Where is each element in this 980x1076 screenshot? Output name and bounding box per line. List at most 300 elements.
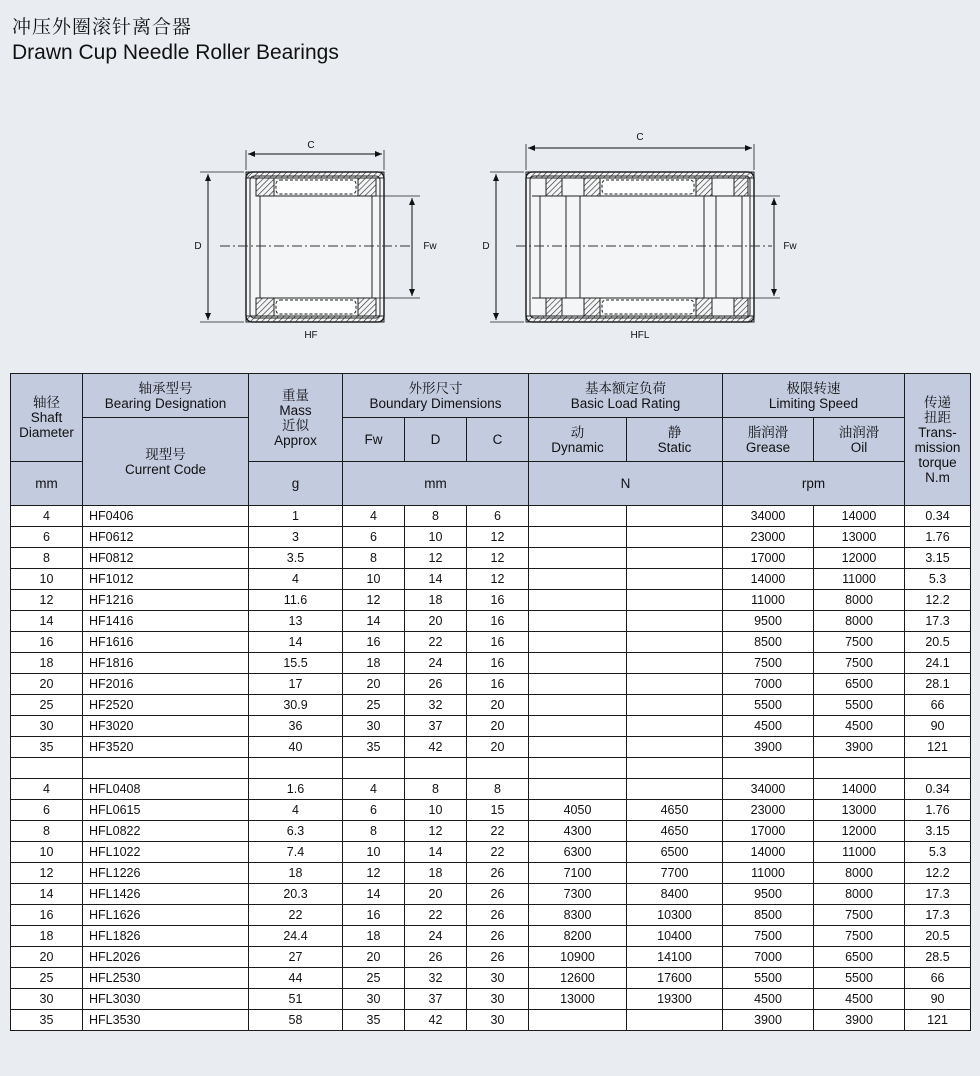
cell-torque: 90 bbox=[905, 716, 971, 737]
cell-oil-speed: 7500 bbox=[814, 926, 905, 947]
cell-dynamic-load bbox=[529, 653, 627, 674]
cell-d: 14 bbox=[405, 842, 467, 863]
cell-code: HFL0822 bbox=[83, 821, 249, 842]
hf-fw-label: Fw bbox=[423, 241, 437, 252]
cell-c: 16 bbox=[467, 611, 529, 632]
cell-d: 26 bbox=[405, 947, 467, 968]
cell-d: 22 bbox=[405, 632, 467, 653]
table-row bbox=[11, 779, 971, 800]
cell-fw: 6 bbox=[343, 527, 405, 548]
cell-grease-speed: 11000 bbox=[723, 863, 814, 884]
cell-dynamic-load bbox=[529, 548, 627, 569]
cell-code: HF3020 bbox=[83, 716, 249, 737]
cell-c: 16 bbox=[467, 674, 529, 695]
table-header bbox=[11, 374, 971, 506]
cell-static-load bbox=[627, 695, 723, 716]
hfl-d-label: D bbox=[482, 241, 490, 252]
cell-fw: 10 bbox=[343, 842, 405, 863]
cell-grease-speed: 4500 bbox=[723, 989, 814, 1010]
spacer-cell bbox=[83, 758, 249, 779]
cell-oil-speed: 13000 bbox=[814, 527, 905, 548]
cell-dynamic-load bbox=[529, 611, 627, 632]
cell-fw: 35 bbox=[343, 1010, 405, 1031]
cell-dynamic-load: 12600 bbox=[529, 968, 627, 989]
cell-code: HFL1022 bbox=[83, 842, 249, 863]
cell-torque: 12.2 bbox=[905, 590, 971, 611]
bearing-cross-section-diagram bbox=[180, 120, 800, 350]
cell-torque: 24.1 bbox=[905, 653, 971, 674]
table-row bbox=[11, 821, 971, 842]
cell-mass: 51 bbox=[249, 989, 343, 1010]
cell-dynamic-load bbox=[529, 527, 627, 548]
cell-static-load: 10300 bbox=[627, 905, 723, 926]
cell-static-load bbox=[627, 590, 723, 611]
hf-d-label: D bbox=[194, 241, 202, 252]
cell-shaft-diameter: 4 bbox=[11, 506, 83, 527]
spacer-cell bbox=[249, 758, 343, 779]
cell-oil-speed: 5500 bbox=[814, 695, 905, 716]
cell-mass: 22 bbox=[249, 905, 343, 926]
header-boundary: 外形尺寸 Boundary Dimensions bbox=[343, 374, 529, 418]
table-row bbox=[11, 569, 971, 590]
cell-shaft-diameter: 6 bbox=[11, 527, 83, 548]
cell-oil-speed: 3900 bbox=[814, 1010, 905, 1031]
cell-c: 30 bbox=[467, 968, 529, 989]
cell-fw: 8 bbox=[343, 548, 405, 569]
cell-shaft-diameter: 10 bbox=[11, 842, 83, 863]
cell-mass: 4 bbox=[249, 569, 343, 590]
cell-code: HFL1226 bbox=[83, 863, 249, 884]
cell-code: HFL2530 bbox=[83, 968, 249, 989]
header-oil: 油润滑 Oil bbox=[814, 418, 905, 462]
cell-code: HF0406 bbox=[83, 506, 249, 527]
cell-static-load: 4650 bbox=[627, 821, 723, 842]
cell-dynamic-load: 7100 bbox=[529, 863, 627, 884]
cell-mass: 3 bbox=[249, 527, 343, 548]
cell-torque: 20.5 bbox=[905, 926, 971, 947]
cell-oil-speed: 8000 bbox=[814, 590, 905, 611]
cell-c: 22 bbox=[467, 842, 529, 863]
cell-torque: 5.3 bbox=[905, 842, 971, 863]
cell-static-load: 6500 bbox=[627, 842, 723, 863]
cell-torque: 5.3 bbox=[905, 569, 971, 590]
cell-code: HF0612 bbox=[83, 527, 249, 548]
cell-c: 12 bbox=[467, 548, 529, 569]
cell-static-load bbox=[627, 1010, 723, 1031]
cell-fw: 16 bbox=[343, 905, 405, 926]
cell-c: 30 bbox=[467, 1010, 529, 1031]
cell-shaft-diameter: 20 bbox=[11, 674, 83, 695]
cell-d: 42 bbox=[405, 1010, 467, 1031]
cell-d: 10 bbox=[405, 800, 467, 821]
cell-c: 30 bbox=[467, 989, 529, 1010]
table-row bbox=[11, 926, 971, 947]
cell-torque: 12.2 bbox=[905, 863, 971, 884]
cell-grease-speed: 7000 bbox=[723, 947, 814, 968]
cell-oil-speed: 7500 bbox=[814, 632, 905, 653]
cell-oil-speed: 7500 bbox=[814, 653, 905, 674]
cell-shaft-diameter: 35 bbox=[11, 1010, 83, 1031]
cell-mass: 14 bbox=[249, 632, 343, 653]
hfl-bearing-drawing bbox=[482, 132, 797, 341]
cell-fw: 14 bbox=[343, 884, 405, 905]
cell-c: 16 bbox=[467, 590, 529, 611]
cell-mass: 17 bbox=[249, 674, 343, 695]
header-c: C bbox=[467, 418, 529, 462]
cell-mass: 15.5 bbox=[249, 653, 343, 674]
header-fw: Fw bbox=[343, 418, 405, 462]
table-row bbox=[11, 632, 971, 653]
cell-shaft-diameter: 14 bbox=[11, 611, 83, 632]
cell-d: 32 bbox=[405, 968, 467, 989]
cell-c: 26 bbox=[467, 926, 529, 947]
cell-torque: 3.15 bbox=[905, 548, 971, 569]
cell-mass: 40 bbox=[249, 737, 343, 758]
cell-code: HFL3030 bbox=[83, 989, 249, 1010]
cell-torque: 28.1 bbox=[905, 674, 971, 695]
cell-grease-speed: 3900 bbox=[723, 1010, 814, 1031]
cell-grease-speed: 8500 bbox=[723, 905, 814, 926]
cell-d: 20 bbox=[405, 884, 467, 905]
header-static: 静 Static bbox=[627, 418, 723, 462]
cell-mass: 24.4 bbox=[249, 926, 343, 947]
cell-code: HFL1626 bbox=[83, 905, 249, 926]
table-spacer-row bbox=[11, 758, 971, 779]
cell-c: 12 bbox=[467, 569, 529, 590]
cell-grease-speed: 7500 bbox=[723, 926, 814, 947]
table-row bbox=[11, 947, 971, 968]
cell-torque: 3.15 bbox=[905, 821, 971, 842]
cell-oil-speed: 8000 bbox=[814, 884, 905, 905]
cell-dynamic-load bbox=[529, 695, 627, 716]
cell-oil-speed: 14000 bbox=[814, 779, 905, 800]
cell-dynamic-load bbox=[529, 716, 627, 737]
page-title-chinese: 冲压外圈滚针离合器 bbox=[12, 16, 193, 38]
cell-code: HF1012 bbox=[83, 569, 249, 590]
header-designation: 轴承型号 Bearing Designation bbox=[83, 374, 249, 418]
table-row bbox=[11, 548, 971, 569]
cell-static-load: 8400 bbox=[627, 884, 723, 905]
cell-fw: 12 bbox=[343, 863, 405, 884]
cell-shaft-diameter: 14 bbox=[11, 884, 83, 905]
cell-d: 24 bbox=[405, 926, 467, 947]
cell-torque: 0.34 bbox=[905, 779, 971, 800]
cell-oil-speed: 8000 bbox=[814, 863, 905, 884]
cell-fw: 18 bbox=[343, 926, 405, 947]
cell-grease-speed: 17000 bbox=[723, 821, 814, 842]
cell-code: HFL0615 bbox=[83, 800, 249, 821]
cell-grease-speed: 9500 bbox=[723, 611, 814, 632]
table-row bbox=[11, 1010, 971, 1031]
cell-oil-speed: 11000 bbox=[814, 842, 905, 863]
cell-fw: 10 bbox=[343, 569, 405, 590]
spacer-cell bbox=[343, 758, 405, 779]
cell-static-load bbox=[627, 716, 723, 737]
cell-torque: 90 bbox=[905, 989, 971, 1010]
cell-torque: 66 bbox=[905, 968, 971, 989]
cell-mass: 20.3 bbox=[249, 884, 343, 905]
cell-grease-speed: 7500 bbox=[723, 653, 814, 674]
cell-static-load bbox=[627, 674, 723, 695]
cell-fw: 4 bbox=[343, 506, 405, 527]
header-shaft-unit: mm bbox=[11, 462, 83, 506]
cell-mass: 13 bbox=[249, 611, 343, 632]
cell-fw: 25 bbox=[343, 968, 405, 989]
cell-c: 8 bbox=[467, 779, 529, 800]
header-dynamic: 动 Dynamic bbox=[529, 418, 627, 462]
cell-shaft-diameter: 16 bbox=[11, 905, 83, 926]
header-boundary-unit: mm bbox=[343, 462, 529, 506]
cell-mass: 1.6 bbox=[249, 779, 343, 800]
table-row bbox=[11, 653, 971, 674]
cell-fw: 30 bbox=[343, 989, 405, 1010]
header-torque: 传递 扭距 Trans- mission torque N.m bbox=[905, 374, 971, 506]
cell-shaft-diameter: 35 bbox=[11, 737, 83, 758]
cell-c: 16 bbox=[467, 632, 529, 653]
cell-dynamic-load bbox=[529, 506, 627, 527]
spacer-cell bbox=[405, 758, 467, 779]
cell-static-load: 7700 bbox=[627, 863, 723, 884]
table-row bbox=[11, 695, 971, 716]
table-row bbox=[11, 527, 971, 548]
cell-c: 22 bbox=[467, 821, 529, 842]
cell-dynamic-load: 4300 bbox=[529, 821, 627, 842]
cell-oil-speed: 12000 bbox=[814, 821, 905, 842]
cell-grease-speed: 5500 bbox=[723, 695, 814, 716]
cell-code: HF1616 bbox=[83, 632, 249, 653]
cell-oil-speed: 12000 bbox=[814, 548, 905, 569]
cell-torque: 66 bbox=[905, 695, 971, 716]
hf-c-label: C bbox=[307, 140, 315, 151]
cell-grease-speed: 17000 bbox=[723, 548, 814, 569]
cell-d: 20 bbox=[405, 611, 467, 632]
cell-code: HF2520 bbox=[83, 695, 249, 716]
cell-torque: 121 bbox=[905, 1010, 971, 1031]
cell-oil-speed: 11000 bbox=[814, 569, 905, 590]
cell-mass: 36 bbox=[249, 716, 343, 737]
cell-fw: 8 bbox=[343, 821, 405, 842]
cell-dynamic-load bbox=[529, 632, 627, 653]
table-body bbox=[11, 506, 971, 1031]
cell-d: 42 bbox=[405, 737, 467, 758]
cell-oil-speed: 14000 bbox=[814, 506, 905, 527]
cell-d: 14 bbox=[405, 569, 467, 590]
cell-fw: 14 bbox=[343, 611, 405, 632]
cell-d: 8 bbox=[405, 779, 467, 800]
header-load-unit: N bbox=[529, 462, 723, 506]
hf-model-label: HF bbox=[304, 330, 318, 341]
cell-static-load: 17600 bbox=[627, 968, 723, 989]
cell-code: HF1416 bbox=[83, 611, 249, 632]
cell-code: HF0812 bbox=[83, 548, 249, 569]
cell-dynamic-load: 8200 bbox=[529, 926, 627, 947]
cell-code: HFL0408 bbox=[83, 779, 249, 800]
cell-c: 20 bbox=[467, 716, 529, 737]
cell-code: HFL1826 bbox=[83, 926, 249, 947]
cell-mass: 7.4 bbox=[249, 842, 343, 863]
cell-grease-speed: 23000 bbox=[723, 527, 814, 548]
cell-dynamic-load: 6300 bbox=[529, 842, 627, 863]
cell-mass: 30.9 bbox=[249, 695, 343, 716]
table-row bbox=[11, 716, 971, 737]
cell-c: 26 bbox=[467, 905, 529, 926]
spacer-cell bbox=[814, 758, 905, 779]
hfl-fw-label: Fw bbox=[783, 241, 797, 252]
cell-mass: 18 bbox=[249, 863, 343, 884]
table-row bbox=[11, 674, 971, 695]
cell-d: 26 bbox=[405, 674, 467, 695]
table-row bbox=[11, 506, 971, 527]
cell-code: HFL3530 bbox=[83, 1010, 249, 1031]
cell-shaft-diameter: 25 bbox=[11, 968, 83, 989]
cell-c: 12 bbox=[467, 527, 529, 548]
cell-oil-speed: 4500 bbox=[814, 989, 905, 1010]
cell-d: 24 bbox=[405, 653, 467, 674]
table-row bbox=[11, 842, 971, 863]
table-row bbox=[11, 905, 971, 926]
cell-grease-speed: 7000 bbox=[723, 674, 814, 695]
cell-oil-speed: 8000 bbox=[814, 611, 905, 632]
cell-fw: 20 bbox=[343, 674, 405, 695]
cell-c: 20 bbox=[467, 695, 529, 716]
cell-dynamic-load: 4050 bbox=[529, 800, 627, 821]
cell-shaft-diameter: 6 bbox=[11, 800, 83, 821]
cell-d: 12 bbox=[405, 821, 467, 842]
table-row bbox=[11, 737, 971, 758]
hfl-c-label: C bbox=[636, 132, 644, 143]
cell-mass: 4 bbox=[249, 800, 343, 821]
cell-torque: 121 bbox=[905, 737, 971, 758]
cell-shaft-diameter: 12 bbox=[11, 590, 83, 611]
spacer-cell bbox=[467, 758, 529, 779]
cell-grease-speed: 5500 bbox=[723, 968, 814, 989]
cell-fw: 30 bbox=[343, 716, 405, 737]
cell-code: HFL1426 bbox=[83, 884, 249, 905]
cell-static-load: 19300 bbox=[627, 989, 723, 1010]
table-row bbox=[11, 611, 971, 632]
cell-fw: 12 bbox=[343, 590, 405, 611]
cell-oil-speed: 7500 bbox=[814, 905, 905, 926]
cell-code: HF3520 bbox=[83, 737, 249, 758]
header-mass-unit: g bbox=[249, 462, 343, 506]
cell-oil-speed: 13000 bbox=[814, 800, 905, 821]
cell-static-load bbox=[627, 611, 723, 632]
cell-static-load bbox=[627, 548, 723, 569]
cell-dynamic-load bbox=[529, 674, 627, 695]
cell-grease-speed: 4500 bbox=[723, 716, 814, 737]
spacer-cell bbox=[11, 758, 83, 779]
header-current-code: 现型号 Current Code bbox=[83, 418, 249, 506]
cell-d: 18 bbox=[405, 863, 467, 884]
cell-d: 32 bbox=[405, 695, 467, 716]
cell-d: 22 bbox=[405, 905, 467, 926]
cell-mass: 27 bbox=[249, 947, 343, 968]
cell-static-load: 14100 bbox=[627, 947, 723, 968]
cell-grease-speed: 9500 bbox=[723, 884, 814, 905]
cell-d: 37 bbox=[405, 989, 467, 1010]
cell-shaft-diameter: 8 bbox=[11, 548, 83, 569]
cell-c: 26 bbox=[467, 863, 529, 884]
cell-torque: 28.5 bbox=[905, 947, 971, 968]
cell-shaft-diameter: 18 bbox=[11, 653, 83, 674]
cell-mass: 1 bbox=[249, 506, 343, 527]
cell-shaft-diameter: 12 bbox=[11, 863, 83, 884]
cell-shaft-diameter: 25 bbox=[11, 695, 83, 716]
spacer-cell bbox=[905, 758, 971, 779]
cell-mass: 6.3 bbox=[249, 821, 343, 842]
cell-mass: 44 bbox=[249, 968, 343, 989]
cell-torque: 17.3 bbox=[905, 611, 971, 632]
cell-mass: 3.5 bbox=[249, 548, 343, 569]
cell-d: 8 bbox=[405, 506, 467, 527]
spacer-cell bbox=[723, 758, 814, 779]
cell-static-load bbox=[627, 506, 723, 527]
cell-torque: 20.5 bbox=[905, 632, 971, 653]
cell-static-load bbox=[627, 632, 723, 653]
cell-grease-speed: 11000 bbox=[723, 590, 814, 611]
header-speed: 极限转速 Limiting Speed bbox=[723, 374, 905, 418]
cell-torque: 1.76 bbox=[905, 800, 971, 821]
header-load: 基本额定负荷 Basic Load Rating bbox=[529, 374, 723, 418]
cell-code: HF2016 bbox=[83, 674, 249, 695]
cell-d: 10 bbox=[405, 527, 467, 548]
cell-c: 20 bbox=[467, 737, 529, 758]
cell-shaft-diameter: 30 bbox=[11, 716, 83, 737]
cell-shaft-diameter: 18 bbox=[11, 926, 83, 947]
cell-d: 12 bbox=[405, 548, 467, 569]
header-grease: 脂润滑 Grease bbox=[723, 418, 814, 462]
bearing-spec-table bbox=[10, 373, 971, 1031]
cell-code: HFL2026 bbox=[83, 947, 249, 968]
cell-fw: 16 bbox=[343, 632, 405, 653]
cell-dynamic-load: 10900 bbox=[529, 947, 627, 968]
cell-fw: 6 bbox=[343, 800, 405, 821]
cell-fw: 4 bbox=[343, 779, 405, 800]
cell-mass: 58 bbox=[249, 1010, 343, 1031]
header-shaft: 轴径 Shaft Diameter bbox=[11, 374, 83, 462]
table-row bbox=[11, 884, 971, 905]
table-row bbox=[11, 590, 971, 611]
header-mass: 重量 Mass 近似 Approx bbox=[249, 374, 343, 462]
cell-static-load bbox=[627, 569, 723, 590]
cell-shaft-diameter: 30 bbox=[11, 989, 83, 1010]
cell-static-load: 4650 bbox=[627, 800, 723, 821]
cell-torque: 17.3 bbox=[905, 905, 971, 926]
cell-grease-speed: 14000 bbox=[723, 842, 814, 863]
header-speed-unit: rpm bbox=[723, 462, 905, 506]
cell-torque: 17.3 bbox=[905, 884, 971, 905]
cell-dynamic-load bbox=[529, 590, 627, 611]
cell-grease-speed: 34000 bbox=[723, 506, 814, 527]
table-row bbox=[11, 968, 971, 989]
cell-torque: 0.34 bbox=[905, 506, 971, 527]
cell-shaft-diameter: 8 bbox=[11, 821, 83, 842]
cell-dynamic-load: 13000 bbox=[529, 989, 627, 1010]
cell-d: 37 bbox=[405, 716, 467, 737]
table-row bbox=[11, 989, 971, 1010]
cell-torque: 1.76 bbox=[905, 527, 971, 548]
cell-oil-speed: 5500 bbox=[814, 968, 905, 989]
hf-bearing-drawing bbox=[194, 140, 437, 341]
cell-grease-speed: 34000 bbox=[723, 779, 814, 800]
cell-code: HF1216 bbox=[83, 590, 249, 611]
cell-d: 18 bbox=[405, 590, 467, 611]
cell-grease-speed: 3900 bbox=[723, 737, 814, 758]
cell-dynamic-load bbox=[529, 779, 627, 800]
cell-oil-speed: 6500 bbox=[814, 947, 905, 968]
cell-static-load bbox=[627, 527, 723, 548]
spacer-cell bbox=[627, 758, 723, 779]
